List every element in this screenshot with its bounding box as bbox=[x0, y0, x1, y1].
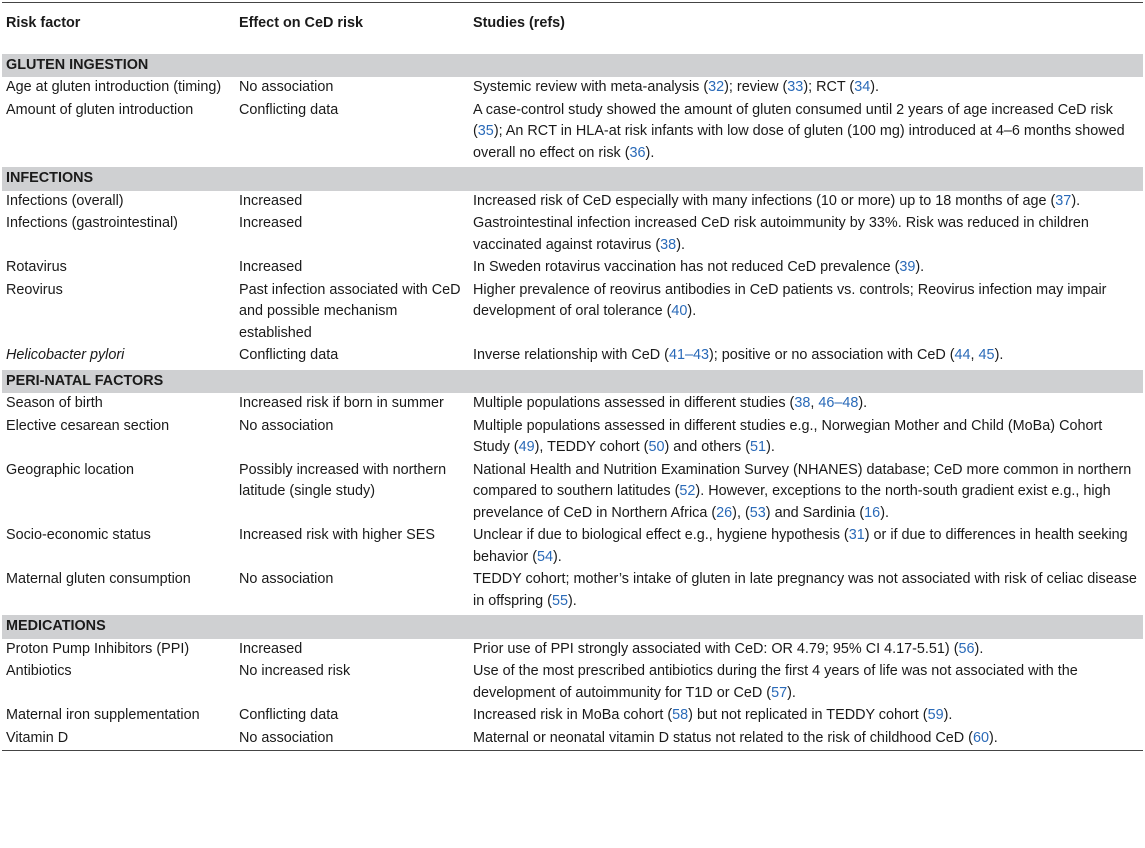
risk-factor-cell: Geographic location bbox=[6, 461, 134, 478]
table-row bbox=[2, 257, 1143, 280]
reference-link[interactable]: 58 bbox=[672, 707, 689, 723]
reference-link[interactable]: 35 bbox=[477, 123, 494, 139]
section-row bbox=[2, 369, 1143, 394]
studies-cell: Prior use of PPI strongly associated with CeD: OR 4.79; 95% CI 4.17-5.51) (56). bbox=[473, 640, 984, 657]
risk-factor-cell: Antibiotics bbox=[6, 663, 72, 679]
effect-cell: Conflicting data bbox=[239, 707, 339, 723]
studies-cell: Unclear if due to biological effect e.g., hygiene hypothesis (31) or if due to differences in health seeking behavior (54). bbox=[473, 527, 1128, 565]
reference-link[interactable]: 32 bbox=[708, 79, 725, 95]
section-title: INFECTIONS bbox=[2, 166, 1143, 191]
reference-link[interactable]: 16 bbox=[864, 504, 881, 521]
table-row bbox=[2, 460, 1143, 526]
risk-factor-cell: Amount of gluten introduction bbox=[6, 101, 194, 118]
studies-cell: Maternal or neonatal vitamin D status not related to the risk of childhood CeD (60). bbox=[473, 729, 998, 746]
effect-cell: Conflicting data bbox=[239, 347, 339, 363]
table-row bbox=[2, 416, 1143, 460]
risk-factor-cell: Proton Pump Inhibitors (PPI) bbox=[6, 640, 190, 657]
effect-cell: No association bbox=[239, 417, 334, 434]
reference-link[interactable]: 49 bbox=[518, 439, 535, 455]
reference-link[interactable]: 31 bbox=[848, 527, 865, 543]
effect-cell: Increased bbox=[239, 215, 303, 231]
reference-link[interactable]: 38 bbox=[660, 236, 677, 253]
effect-cell: Possibly increased with northern latitude (single study) bbox=[239, 461, 447, 499]
reference-link[interactable]: 45 bbox=[978, 347, 995, 363]
section-row bbox=[2, 614, 1143, 639]
table-row bbox=[2, 569, 1143, 614]
col-header-effect: Effect on CeD risk bbox=[239, 15, 363, 31]
effect-cell: No association bbox=[239, 79, 334, 95]
section-row bbox=[2, 166, 1143, 191]
table-body bbox=[2, 53, 1143, 751]
table-row bbox=[2, 393, 1143, 416]
studies-cell: TEDDY cohort; mother’s intake of gluten in late pregnancy was not associated with risk of celiac disease in offspring (55). bbox=[473, 571, 1137, 609]
studies-cell: Inverse relationship with CeD (41–43); positive or no association with CeD (44, 45). bbox=[473, 347, 1004, 363]
reference-link[interactable]: 50 bbox=[648, 439, 665, 455]
table-row bbox=[2, 191, 1143, 214]
risk-factor-cell: Infections (overall) bbox=[6, 192, 124, 209]
header-row bbox=[2, 3, 1143, 53]
reference-link[interactable]: 46–48 bbox=[818, 395, 859, 411]
studies-cell: National Health and Nutrition Examination Survey (NHANES) database; CeD more common in northern compared to southern latitudes (52). However, exceptions to the north-south gradient exist e.g., high prevelance of CeD in Northern Africa (26), (53) and Sardinia (16). bbox=[473, 461, 1132, 521]
risk-factor-cell: Elective cesarean section bbox=[6, 417, 170, 434]
risk-factor-cell: Vitamin D bbox=[6, 729, 69, 746]
table-row bbox=[2, 639, 1143, 662]
table-row bbox=[2, 213, 1143, 257]
risk-factor-table bbox=[2, 2, 1143, 751]
table-row bbox=[2, 705, 1143, 728]
risk-factor-cell: Rotavirus bbox=[6, 259, 67, 275]
reference-link[interactable]: 54 bbox=[537, 548, 554, 565]
reference-link[interactable]: 39 bbox=[899, 259, 916, 275]
studies-cell: Gastrointestinal infection increased CeD risk autoimmunity by 33%. Risk was reduced in children vaccinated against rotavirus (38). bbox=[473, 215, 1089, 253]
section-title: MEDICATIONS bbox=[2, 614, 1143, 639]
table-row bbox=[2, 728, 1143, 751]
table-row bbox=[2, 345, 1143, 369]
section-title: PERI-NATAL FACTORS bbox=[2, 369, 1143, 394]
reference-link[interactable]: 34 bbox=[854, 79, 871, 95]
studies-cell: Increased risk in MoBa cohort (58) but not replicated in TEDDY cohort (59). bbox=[473, 707, 953, 723]
effect-cell: No increased risk bbox=[239, 663, 351, 679]
reference-link[interactable]: 38 bbox=[794, 395, 811, 411]
risk-factor-cell: Infections (gastrointestinal) bbox=[6, 215, 178, 231]
studies-cell: Multiple populations assessed in different studies e.g., Norwegian Mother and Child (MoBa) Cohort Study (49), TEDDY cohort (50) and others (51). bbox=[473, 417, 1103, 455]
reference-link[interactable]: 37 bbox=[1055, 192, 1072, 209]
effect-cell: Past infection associated with CeD and possible mechanism established bbox=[239, 281, 461, 341]
effect-cell: Increased bbox=[239, 192, 303, 209]
risk-factor-cell: Maternal gluten consumption bbox=[6, 571, 191, 587]
reference-link[interactable]: 26 bbox=[716, 504, 733, 521]
reference-link[interactable]: 52 bbox=[679, 483, 696, 499]
studies-cell: Higher prevalence of reovirus antibodies in CeD patients vs. controls; Reovirus infection may impair development of oral tolerance (40). bbox=[473, 281, 1107, 319]
table-row bbox=[2, 77, 1143, 100]
studies-cell: Multiple populations assessed in different studies (38, 46–48). bbox=[473, 395, 868, 411]
section-title: GLUTEN INGESTION bbox=[2, 53, 1143, 78]
studies-cell: Systemic review with meta-analysis (32); review (33); RCT (34). bbox=[473, 79, 880, 95]
effect-cell: Increased risk with higher SES bbox=[239, 527, 435, 543]
table-row bbox=[2, 280, 1143, 346]
reference-link[interactable]: 33 bbox=[787, 79, 804, 95]
effect-cell: Increased risk if born in summer bbox=[239, 395, 444, 411]
studies-cell: Use of the most prescribed antibiotics during the first 4 years of life was not associated with the development of autoimmunity for T1D or CeD (57). bbox=[473, 663, 1078, 701]
col-header-risk-factor: Risk factor bbox=[6, 15, 81, 31]
reference-link[interactable]: 41–43 bbox=[668, 347, 709, 363]
table-row bbox=[2, 100, 1143, 167]
effect-cell: No association bbox=[239, 571, 334, 587]
risk-factor-cell: Season of birth bbox=[6, 395, 103, 411]
reference-link[interactable]: 55 bbox=[551, 592, 568, 609]
section-row bbox=[2, 53, 1143, 78]
risk-factor-cell: Socio-economic status bbox=[6, 527, 151, 543]
reference-link[interactable]: 36 bbox=[629, 144, 646, 161]
reference-link[interactable]: 44 bbox=[954, 347, 971, 363]
effect-cell: Conflicting data bbox=[239, 101, 339, 118]
risk-factor-cell: Reovirus bbox=[6, 281, 63, 298]
col-header-studies: Studies (refs) bbox=[473, 15, 565, 31]
effect-cell: No association bbox=[239, 729, 334, 746]
risk-factor-cell: Age at gluten introduction (timing) bbox=[6, 79, 222, 95]
effect-cell: Increased bbox=[239, 640, 303, 657]
studies-cell: Increased risk of CeD especially with many infections (10 or more) up to 18 months of age (37). bbox=[473, 192, 1081, 209]
effect-cell: Increased bbox=[239, 259, 303, 275]
risk-factor-cell: Helicobacter pylori bbox=[6, 347, 125, 363]
reference-link[interactable]: 57 bbox=[771, 684, 788, 701]
reference-link[interactable]: 51 bbox=[750, 439, 767, 455]
reference-link[interactable]: 56 bbox=[958, 640, 975, 657]
reference-link[interactable]: 53 bbox=[749, 504, 766, 521]
studies-cell: A case-control study showed the amount of gluten consumed until 2 years of age increased CeD risk (35); An RCT in HLA-at risk infants with low dose of gluten (100 mg) introduced at 4–6 months showed overall no effect on risk (36). bbox=[473, 101, 1125, 161]
table-row bbox=[2, 661, 1143, 705]
reference-link[interactable]: 59 bbox=[927, 707, 944, 723]
reference-link[interactable]: 40 bbox=[671, 303, 688, 319]
studies-cell: In Sweden rotavirus vaccination has not reduced CeD prevalence (39). bbox=[473, 259, 925, 275]
reference-link[interactable]: 60 bbox=[972, 729, 989, 746]
table-row bbox=[2, 525, 1143, 569]
risk-factor-cell: Maternal iron supplementation bbox=[6, 707, 200, 723]
